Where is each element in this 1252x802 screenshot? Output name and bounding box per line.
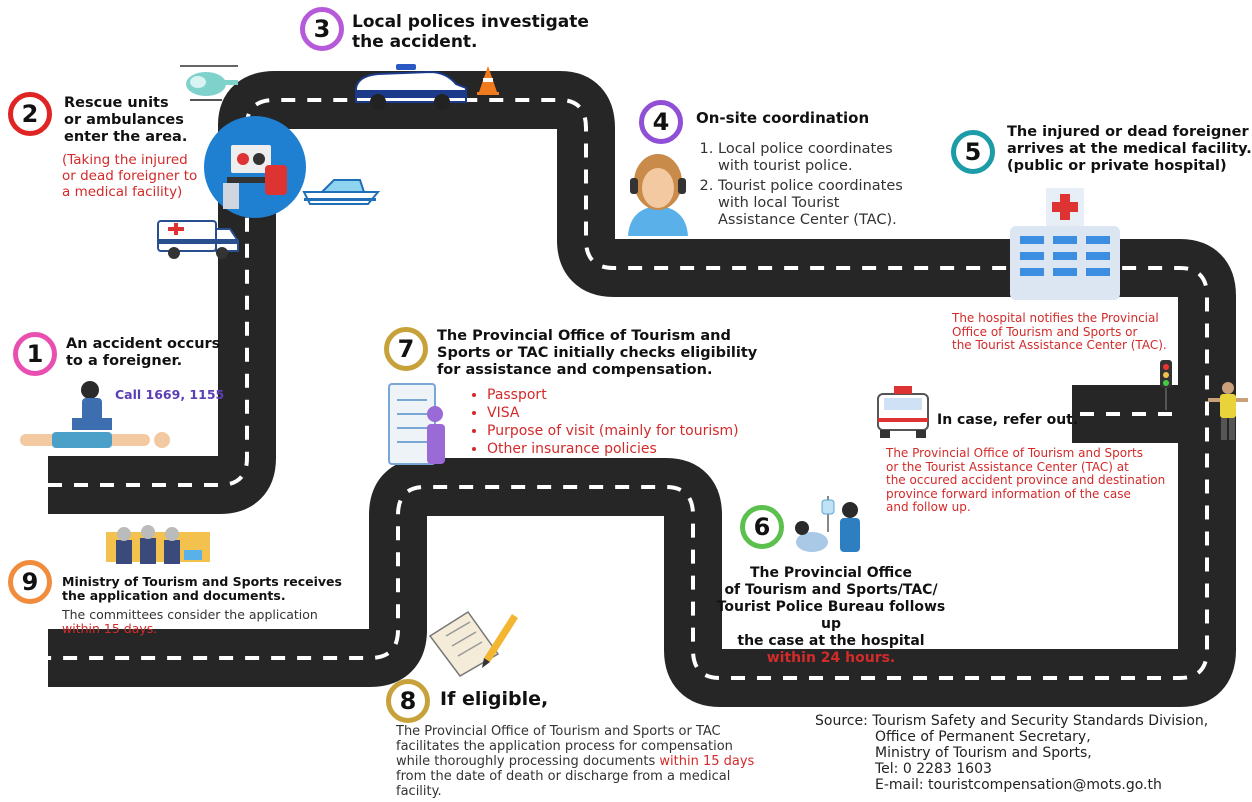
step-5-hospital-note <box>952 312 1167 353</box>
call-operator-icon <box>620 150 696 236</box>
step-6-deadline: within 24 hours. <box>766 650 896 666</box>
step-4-title: On-site coordination <box>696 109 870 127</box>
checklist-icon <box>385 380 455 470</box>
step-8-body-line: The Provincial Office of Tourism and Sports or TAC <box>396 724 721 739</box>
step-3-badge <box>300 7 344 51</box>
traffic-cone-icon <box>475 64 501 96</box>
step-3-title-line: the accident. <box>352 32 478 52</box>
refer-out-label: In case, refer out. <box>937 412 1079 428</box>
documents-pencil-icon <box>424 606 520 678</box>
step-8-body <box>396 724 754 799</box>
step-7-checklist <box>467 386 739 458</box>
traffic-police-icon <box>1208 380 1248 442</box>
rescue-center-icon <box>203 115 307 219</box>
step-1-title-line: to a foreigner. <box>66 353 183 369</box>
step-6-title-line: of Tourism and Sports/TAC/ <box>724 582 938 598</box>
traffic-light-icon <box>1157 358 1175 410</box>
step-4-item-line: with local Tourist <box>718 195 840 211</box>
doctor-patient-icon <box>790 492 864 566</box>
step-6-badge <box>740 505 784 549</box>
step-2-title-line: Rescue units <box>64 95 169 111</box>
step-3-title <box>352 12 589 52</box>
step-2-number: 2 <box>21 100 39 128</box>
step-5-badge <box>951 130 995 174</box>
step-4-item-line: Local police coordinates <box>718 141 893 157</box>
source-credit <box>815 713 1208 793</box>
checklist-item: • Purpose of visit (mainly for tourism) <box>487 422 739 440</box>
step-1-number: 1 <box>26 340 44 368</box>
step-4-item-line: Tourist police coordinates <box>718 178 903 194</box>
step-8-title: If eligible, <box>440 688 549 710</box>
step-4-number: 4 <box>652 108 670 136</box>
refer-note-line: province forward information of the case <box>886 486 1131 501</box>
step-8-number: 8 <box>399 687 417 715</box>
step-5-title-line: The injured or dead foreigner <box>1007 124 1249 140</box>
step-4-list <box>696 141 936 232</box>
source-line: E-mail: touristcompensation@mots.go.th <box>875 777 1162 793</box>
step-2-note-line: a medical facility) <box>62 184 183 200</box>
step-8-deadline: within 15 days <box>659 754 755 769</box>
step-6-title <box>706 565 956 667</box>
refer-out-note <box>886 447 1165 515</box>
step-8-body-line: from the date of death or discharge from a medical <box>396 769 731 784</box>
ambulance-icon <box>156 215 240 261</box>
police-car-icon <box>350 62 470 112</box>
step-4-badge <box>639 100 683 144</box>
source-line: Tel: 0 2283 1603 <box>875 761 992 777</box>
step-6-title-line: The Provincial Office <box>749 565 913 581</box>
step-7-title-line: The Provincial Office of Tourism and <box>437 328 731 344</box>
ambulance-front-icon <box>874 384 932 440</box>
step-8-body-line: facilitates the application process for compensation <box>396 739 733 754</box>
step-1-title <box>66 336 220 370</box>
step-1-call-numbers: Call 1669, 1155 <box>115 387 225 402</box>
step-7-title <box>437 328 757 379</box>
refer-note-line: The Provincial Office of Tourism and Sports <box>886 446 1143 460</box>
step-6-number: 6 <box>753 513 771 541</box>
step-5-title-line: arrives at the medical facility. <box>1007 141 1252 157</box>
step-7-number: 7 <box>397 335 415 363</box>
checklist-item: • VISA <box>487 404 739 422</box>
committee-meeting-icon <box>106 522 210 570</box>
source-line: Office of Permanent Secretary, <box>875 729 1091 745</box>
checklist-item: • Passport <box>487 386 739 404</box>
step-6-title-line: the case at the hospital <box>737 633 925 649</box>
step-4-item-line: Assistance Center (TAC). <box>718 212 897 228</box>
step-1-title-line: An accident occurs <box>66 336 221 352</box>
step-5-note-line: the Tourist Assistance Center (TAC). <box>952 338 1167 352</box>
step-8-badge <box>386 679 430 723</box>
step-4-item <box>718 141 936 175</box>
step-2-title-line: or ambulances <box>64 112 184 128</box>
step-2-title <box>64 95 187 146</box>
step-5-title <box>1007 124 1252 175</box>
step-9-number: 9 <box>21 568 39 596</box>
step-8-body-line: while thoroughly processing documents <box>396 754 656 769</box>
step-9-body-line: The committees consider the application <box>62 607 318 622</box>
step-5-note-line: The hospital notifies the Provincial <box>952 311 1159 325</box>
checklist-item: • Other insurance policies <box>487 440 739 458</box>
hospital-icon <box>1008 186 1122 300</box>
step-8-body-line: facility. <box>396 784 442 799</box>
refer-note-line: and follow up. <box>886 500 971 514</box>
step-5-number: 5 <box>964 138 982 166</box>
step-9-badge <box>8 560 52 604</box>
step-4-item <box>718 178 936 229</box>
step-2-badge <box>8 92 52 136</box>
step-9-title <box>62 575 342 603</box>
step-3-number: 3 <box>313 15 331 43</box>
source-line: Ministry of Tourism and Sports, <box>875 745 1092 761</box>
step-9-deadline: within 15 days. <box>62 621 158 636</box>
step-7-title-line: Sports or TAC initially checks eligibility <box>437 345 758 361</box>
step-7-badge <box>384 327 428 371</box>
step-6-title-line: Tourist Police Bureau follows up <box>716 599 946 632</box>
rescue-boat-icon <box>300 172 382 208</box>
step-5-title-line: (public or private hospital) <box>1007 158 1227 174</box>
refer-note-line: the occured accident province and destination <box>886 473 1166 487</box>
step-3-title-line: Local polices investigate <box>352 12 589 32</box>
step-2-note-line: or dead foreigner to <box>62 168 198 184</box>
step-9-body <box>62 608 318 636</box>
step-1-badge <box>13 332 57 376</box>
step-2-note-line: (Taking the injured <box>62 152 188 168</box>
step-9-title-line: the application and documents. <box>62 588 286 603</box>
step-5-note-line: Office of Tourism and Sports or <box>952 324 1138 339</box>
source-line: Source: Tourism Safety and Security Standards Division, <box>815 713 1209 729</box>
step-9-title-line: Ministry of Tourism and Sports receives <box>62 574 342 589</box>
step-7-title-line: for assistance and compensation. <box>437 362 713 378</box>
step-4-item-line: with tourist police. <box>718 158 853 174</box>
refer-note-line: or the Tourist Assistance Center (TAC) at <box>886 459 1129 474</box>
step-2-title-line: enter the area. <box>64 129 188 145</box>
step-2-note <box>62 152 197 200</box>
